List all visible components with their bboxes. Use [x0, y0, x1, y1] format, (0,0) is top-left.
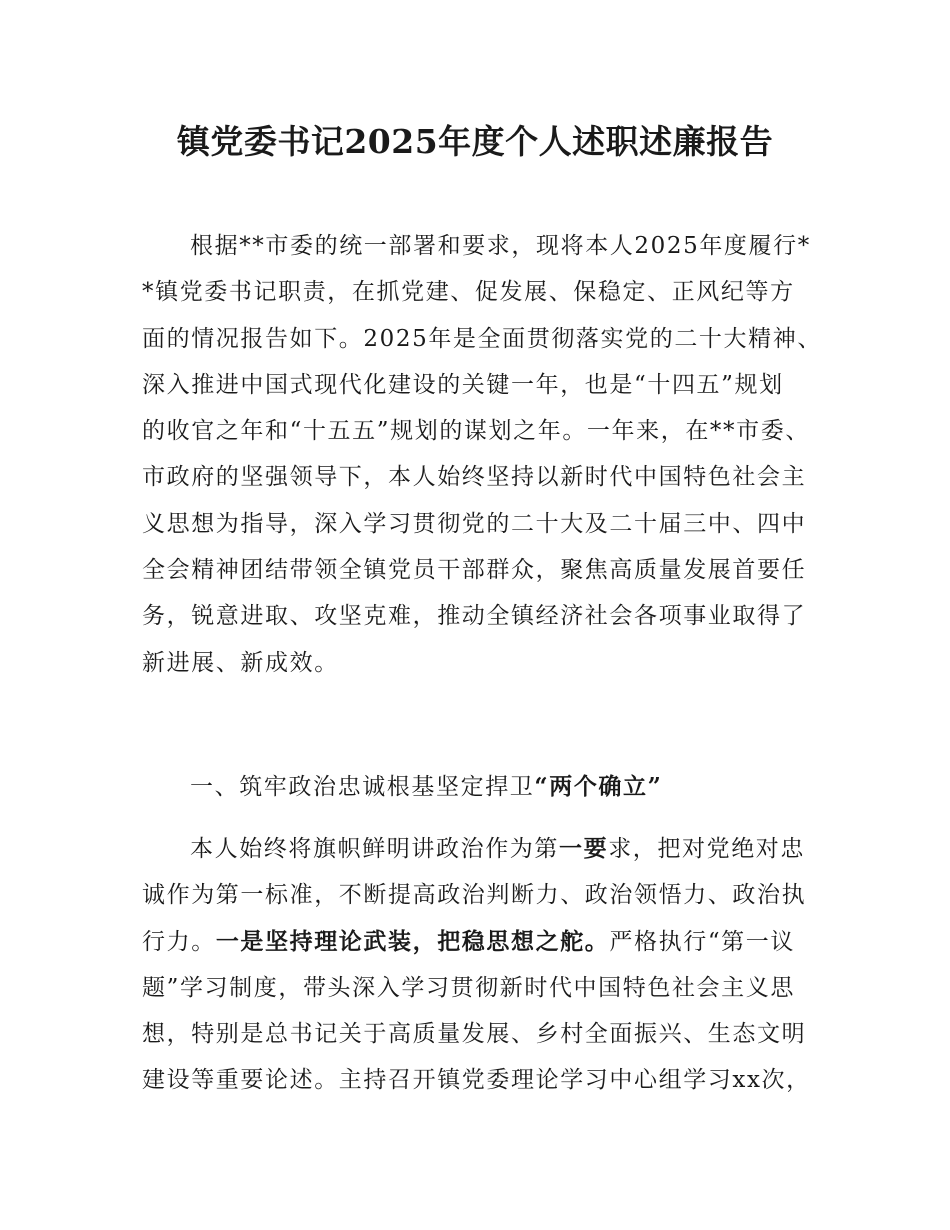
- intro-paragraph: [142, 223, 832, 686]
- text-line: 义思想为指导，深入学习贯彻党的二十大及二十届三中、四中: [142, 510, 807, 537]
- text-line: 想，特别是总书记关于高质量发展、乡村全面振兴、生态文明: [142, 1021, 807, 1048]
- section-paragraph: [142, 826, 832, 1104]
- heading-line: [142, 764, 832, 810]
- text-line: 面的情况报告如下。2025年是全面贯彻落实党的二十大精神、: [142, 325, 822, 352]
- text-line: 的收官之年和“十五五”规划的谋划之年。一年来，在**市委、: [142, 418, 810, 445]
- text-segment: 求，把对党绝对忠: [608, 836, 806, 862]
- text-line: [142, 826, 832, 872]
- text-line: 诚作为第一标准，不断提高政治判断力、政治领悟力、政治执: [142, 882, 807, 909]
- text-line: *镇党委书记职责，在抓党建、促发展、保稳定、正风纪等方: [142, 279, 795, 306]
- text-line: 全会精神团结带领全镇党员干部群众，聚焦高质量发展首要任: [142, 557, 807, 584]
- text-segment: 行力。: [142, 928, 216, 955]
- text-line: 务，锐意进取、攻坚克难，推动全镇经济社会各项事业取得了: [142, 603, 807, 630]
- text-line: 市政府的坚强领导下，本人始终坚持以新时代中国特色社会主: [142, 464, 807, 491]
- heading-text: 一、筑牢政治忠诚根基坚定捍卫: [190, 774, 535, 800]
- text-line: 建设等重要论述。主持召开镇党委理论学习中心组学习xx次，: [142, 1067, 811, 1094]
- text-line: 新进展、新成效。: [142, 649, 339, 676]
- text-line: [142, 919, 832, 965]
- text-segment: 严格执行“第一议: [609, 928, 795, 955]
- heading-emphasis: “两个确立”: [534, 773, 663, 800]
- emphasis-segment: 一是坚持理论武装，把稳思想之舵。: [215, 927, 610, 955]
- text-segment: 本人始终将旗帜鲜明讲政治作为第: [190, 836, 559, 862]
- text-line: 根据**市委的统一部署和要求，现将本人2025年度履行*: [190, 233, 811, 259]
- page-title: 镇党委书记2025年度个人述职述廉报告: [176, 122, 774, 161]
- section-heading: [142, 764, 832, 810]
- text-line: 深入推进中国式现代化建设的关键一年，也是“十四五”规划: [142, 371, 784, 398]
- emphasis-segment: 一要: [559, 835, 609, 862]
- text-line: 题”学习制度，带头深入学习贯彻新时代中国特色社会主义思: [142, 974, 795, 1001]
